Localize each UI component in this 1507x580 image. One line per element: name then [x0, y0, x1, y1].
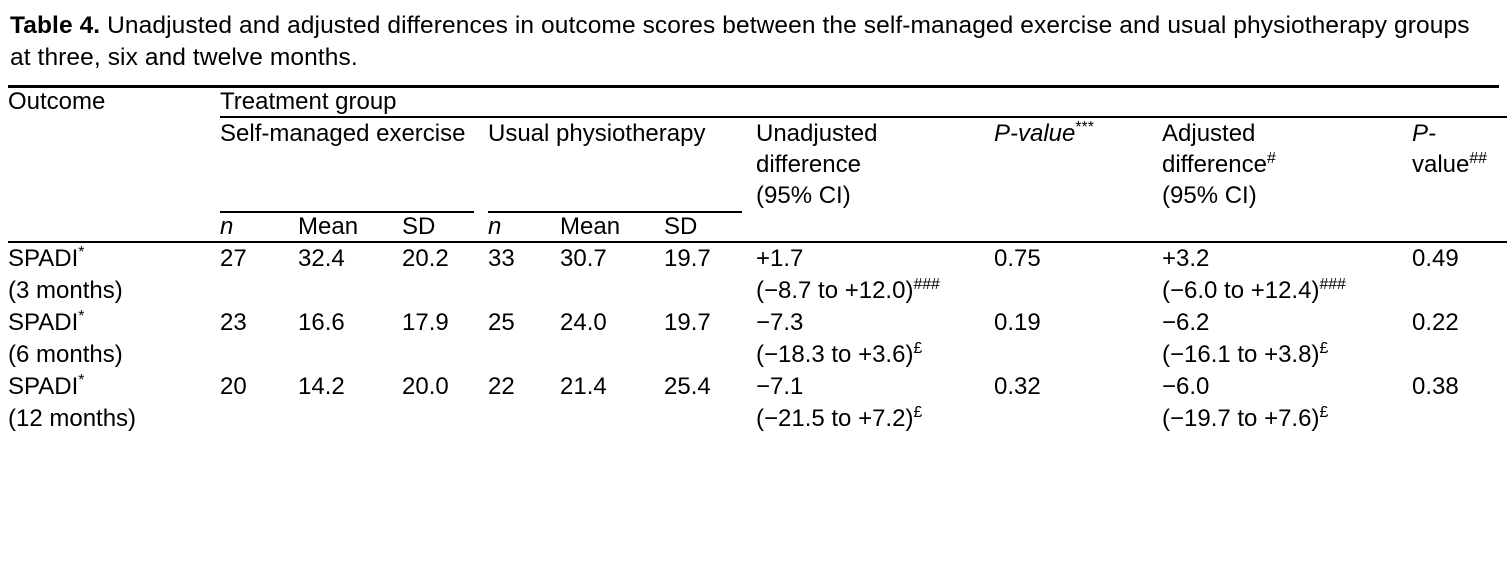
cell-unadjusted-difference [756, 307, 994, 371]
outcome-name: SPADI [8, 245, 79, 273]
cell-mean-group1: 32.4 [298, 245, 345, 273]
table-row [8, 243, 1507, 307]
header-pvalue-unadjusted-sup: *** [1075, 118, 1094, 136]
unadjusted-ci: (−18.3 to +3.6) [756, 340, 914, 368]
cell-unadjusted-difference [756, 243, 994, 307]
cell-pvalue-unadjusted: 0.32 [994, 372, 1041, 400]
adjusted-ci-sup: £ [1319, 403, 1329, 421]
header-outcome: Outcome [8, 87, 106, 115]
header-row-stats [8, 213, 1507, 241]
cell-n-group2: 25 [488, 309, 515, 337]
table-row [8, 371, 1507, 435]
header-blank-2 [8, 213, 220, 241]
unadjusted-estimate: −7.3 [756, 309, 804, 337]
header-pvalue-unadjusted-text: P-value [994, 119, 1076, 147]
header-adjusted-line2-sup: # [1266, 149, 1276, 167]
header-adjusted-line3: (95% CI) [1162, 182, 1257, 210]
cell-n-group2: 33 [488, 245, 515, 273]
header-blank-6 [1412, 213, 1507, 241]
cell-sd-group1: 20.0 [402, 372, 449, 400]
adjusted-estimate: +3.2 [1162, 245, 1210, 273]
header-sd-group2: SD [664, 213, 698, 241]
adjusted-ci-sup: £ [1319, 339, 1329, 357]
cell-mean-group1: 16.6 [298, 309, 345, 337]
cell-pvalue-unadjusted: 0.19 [994, 309, 1041, 337]
cell-outcome [8, 243, 220, 307]
cell-pvalue-unadjusted: 0.75 [994, 245, 1041, 273]
adjusted-ci: (−6.0 to +12.4) [1162, 277, 1320, 305]
table-row [8, 307, 1507, 371]
header-pvalue-adjusted [1412, 118, 1507, 212]
header-adjusted-difference [1162, 118, 1412, 212]
cell-n-group1: 27 [220, 245, 247, 273]
unadjusted-ci-sup: £ [913, 403, 923, 421]
unadjusted-estimate: −7.1 [756, 372, 804, 400]
outcome-sup: * [78, 244, 85, 262]
header-pvalue-adjusted-line1: P- [1412, 119, 1436, 147]
cell-unadjusted-difference [756, 371, 994, 435]
cell-n-group1: 23 [220, 309, 247, 337]
outcome-name: SPADI [8, 309, 79, 337]
cell-sd-group2: 25.4 [664, 372, 711, 400]
header-pvalue-adjusted-line2: value [1412, 150, 1470, 178]
header-pvalue-unadjusted [994, 118, 1162, 212]
header-unadjusted-line1: Unadjusted [756, 119, 878, 147]
unadjusted-ci: (−8.7 to +12.0) [756, 277, 914, 305]
cell-sd-group2: 19.7 [664, 245, 711, 273]
unadjusted-ci-sup: ### [913, 276, 940, 294]
header-n-group1: n [220, 213, 234, 241]
header-n-group2: n [488, 213, 502, 241]
header-unadjusted-line3: (95% CI) [756, 182, 851, 210]
cell-sd-group2: 19.7 [664, 309, 711, 337]
header-group-self-managed: Self-managed exercise [220, 119, 466, 147]
header-unadjusted-line2: difference [756, 150, 861, 178]
cell-mean-group2: 21.4 [560, 372, 607, 400]
cell-sd-group1: 17.9 [402, 309, 449, 337]
adjusted-ci-sup: ### [1319, 276, 1346, 294]
cell-pvalue-adjusted: 0.22 [1412, 309, 1459, 337]
outcome-timepoint: (3 months) [8, 277, 123, 305]
table-caption [8, 10, 1499, 75]
cell-mean-group2: 30.7 [560, 245, 607, 273]
table-caption-text: Unadjusted and adjusted differences in outcome scores between the self-managed exercise and usual physiotherapy groups at three, six and twelve months. [10, 12, 1470, 72]
outcome-timepoint: (6 months) [8, 340, 123, 368]
header-blank-3 [756, 213, 994, 241]
header-adjusted-line1: Adjusted [1162, 119, 1256, 147]
header-mean-group1: Mean [298, 213, 359, 241]
header-adjusted-line2: difference [1162, 150, 1267, 178]
cell-outcome [8, 307, 220, 371]
header-blank [8, 118, 220, 212]
header-blank-5 [1162, 213, 1412, 241]
header-unadjusted-difference [756, 118, 994, 212]
header-pvalue-adjusted-sup: ## [1469, 149, 1487, 167]
cell-pvalue-adjusted: 0.49 [1412, 245, 1459, 273]
adjusted-ci: (−16.1 to +3.8) [1162, 340, 1320, 368]
outcome-name: SPADI [8, 372, 79, 400]
adjusted-estimate: −6.2 [1162, 309, 1210, 337]
header-treatment-group: Treatment group [220, 87, 397, 115]
cell-adjusted-difference [1162, 371, 1412, 435]
table-caption-label: Table 4. [10, 12, 101, 39]
cell-adjusted-difference [1162, 307, 1412, 371]
cell-adjusted-difference [1162, 243, 1412, 307]
header-mean-group2: Mean [560, 213, 621, 241]
header-row-groups [8, 118, 1507, 212]
unadjusted-estimate: +1.7 [756, 245, 804, 273]
cell-sd-group1: 20.2 [402, 245, 449, 273]
adjusted-ci: (−19.7 to +7.6) [1162, 404, 1320, 432]
header-sd-group1: SD [402, 213, 436, 241]
outcome-sup: * [78, 308, 85, 326]
header-blank-4 [994, 213, 1162, 241]
outcome-timepoint: (12 months) [8, 404, 137, 432]
unadjusted-ci: (−21.5 to +7.2) [756, 404, 914, 432]
header-row-treatment-group [8, 88, 1507, 116]
header-group-usual-physio: Usual physiotherapy [488, 119, 706, 147]
cell-n-group1: 20 [220, 372, 247, 400]
unadjusted-ci-sup: £ [913, 339, 923, 357]
cell-mean-group1: 14.2 [298, 372, 345, 400]
outcome-sup: * [78, 371, 85, 389]
adjusted-estimate: −6.0 [1162, 372, 1210, 400]
cell-mean-group2: 24.0 [560, 309, 607, 337]
cell-pvalue-adjusted: 0.38 [1412, 372, 1459, 400]
cell-outcome [8, 371, 220, 435]
results-table [8, 88, 1507, 435]
cell-n-group2: 22 [488, 372, 515, 400]
